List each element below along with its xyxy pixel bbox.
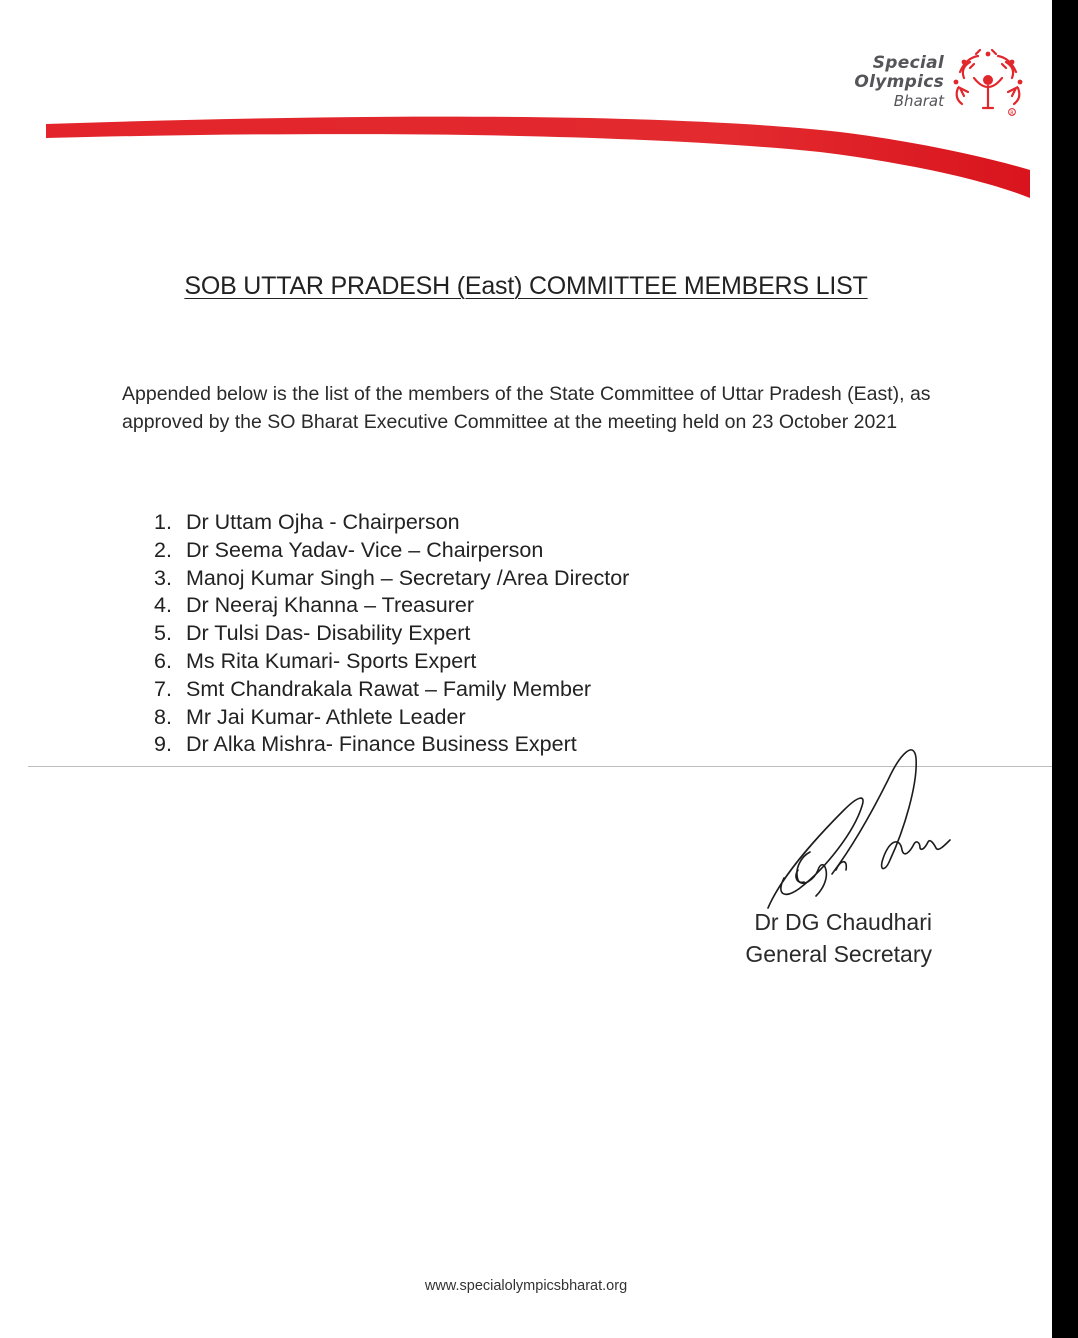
member-item: [154, 648, 629, 676]
signatory-role: General Secretary: [745, 941, 932, 967]
logo-line-special: Special: [872, 53, 944, 73]
member-item: [154, 731, 629, 759]
member-number: 1.: [154, 510, 172, 534]
member-item: [154, 537, 629, 565]
member-item: [154, 592, 629, 620]
member-text: Dr Uttam Ojha - Chairperson: [186, 510, 460, 534]
member-number: 7.: [154, 676, 172, 701]
member-number: 6.: [154, 648, 172, 673]
member-number: 5.: [154, 621, 172, 646]
scan-border: [1052, 0, 1078, 1338]
member-text: Dr Neeraj Khanna – Treasurer: [186, 593, 475, 618]
member-item: [154, 704, 629, 732]
member-text: Ms Rita Kumari- Sports Expert: [186, 648, 477, 673]
intro-paragraph: Appended below is the list of the members of the State Committee of Uttar Pradesh (East), as approved by the SO Bharat Executive Committee at the meeting held on 23 October 2021: [122, 383, 931, 433]
logo-line-bharat: Bharat: [893, 92, 944, 110]
member-text: Dr Alka Mishra- Finance Business Expert: [186, 732, 577, 757]
footer-website: www.specialolympicsbharat.org: [424, 1278, 628, 1294]
signatory-block: [700, 906, 932, 970]
header-swoosh: [40, 108, 1035, 204]
member-number: 2.: [154, 537, 172, 562]
member-text: Mr Jai Kumar- Athlete Leader: [186, 704, 466, 729]
member-number: 3.: [154, 565, 172, 590]
member-item: [154, 620, 629, 648]
member-item: [154, 565, 629, 593]
member-item: [154, 676, 629, 704]
member-text: Smt Chandrakala Rawat – Family Member: [186, 676, 592, 701]
logo-line-olympics: Olympics: [854, 72, 944, 92]
logo-wordmark: [854, 54, 944, 111]
page-title: SOB UTTAR PRADESH (East) COMMITTEE MEMBERS LIST: [184, 272, 868, 300]
member-text: Dr Seema Yadav- Vice – Chairperson: [186, 537, 544, 562]
member-number: 8.: [154, 704, 172, 729]
member-number: 4.: [154, 593, 172, 618]
member-text: Dr Tulsi Das- Disability Expert: [186, 621, 471, 646]
member-text: Manoj Kumar Singh – Secretary /Area Director: [186, 565, 630, 590]
svg-text:R: R: [1010, 110, 1014, 117]
member-item: [154, 509, 629, 537]
member-number: 9.: [154, 732, 172, 757]
members-list: [154, 509, 629, 759]
signatory-name: Dr DG Chaudhari: [754, 909, 932, 935]
